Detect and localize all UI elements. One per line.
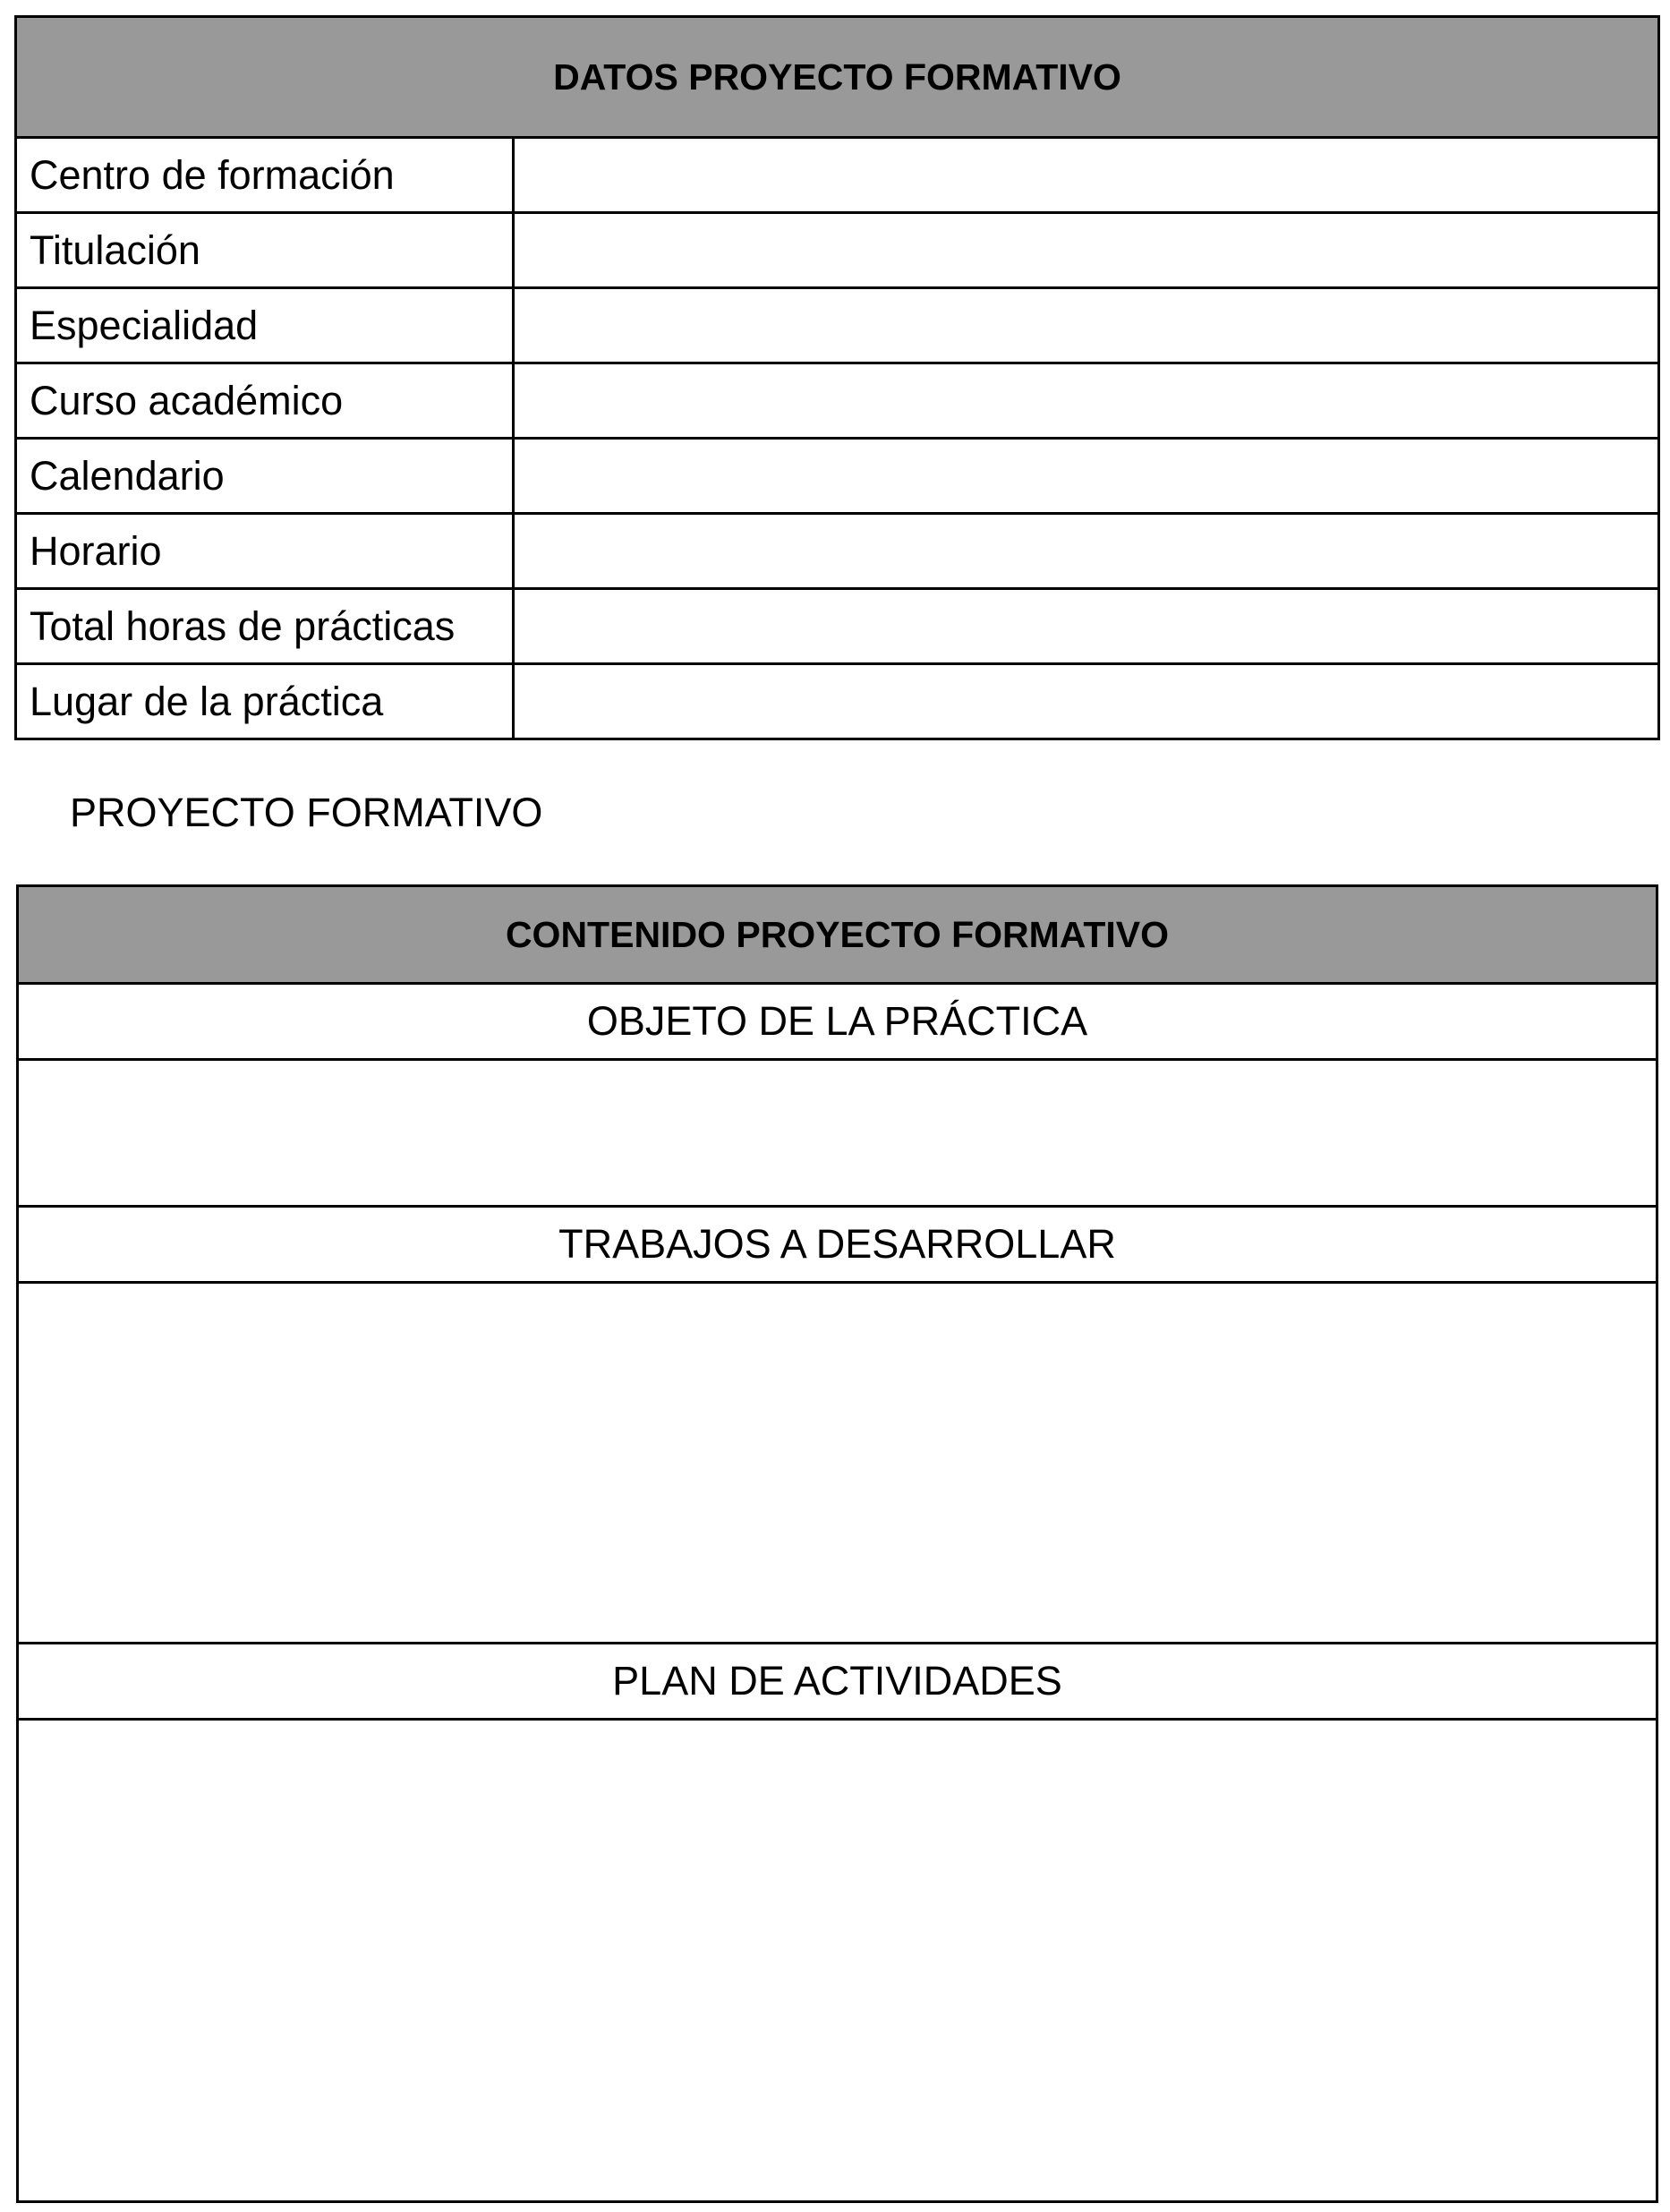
- row-label-horario: Horario: [16, 514, 514, 589]
- section-heading-row: [18, 984, 1657, 1060]
- value-cell-centro[interactable]: [514, 138, 1659, 213]
- row-label-titulacion: Titulación: [16, 213, 514, 288]
- contenido-proyecto-table: [16, 884, 1658, 2203]
- section-heading-objeto: OBJETO DE LA PRÁCTICA: [18, 984, 1657, 1060]
- section-content-row: [18, 1720, 1657, 2202]
- row-label-calendario: Calendario: [16, 439, 514, 514]
- table-row: [16, 213, 1659, 288]
- row-label-total-horas: Total horas de prácticas: [16, 589, 514, 664]
- content-area-trabajos[interactable]: [18, 1283, 1657, 1644]
- section-heading-trabajos: TRABAJOS A DESARROLLAR: [18, 1207, 1657, 1283]
- table-row: [16, 664, 1659, 739]
- contenido-header-row: [18, 886, 1657, 984]
- datos-proyecto-table: [14, 15, 1660, 740]
- table-row: [16, 439, 1659, 514]
- table-row: [16, 514, 1659, 589]
- row-label-centro: Centro de formación: [16, 138, 514, 213]
- section-heading-plan: PLAN DE ACTIVIDADES: [18, 1644, 1657, 1720]
- section-heading-row: [18, 1644, 1657, 1720]
- datos-table-title: DATOS PROYECTO FORMATIVO: [16, 17, 1659, 138]
- table-row: [16, 589, 1659, 664]
- value-cell-horario[interactable]: [514, 514, 1659, 589]
- value-cell-calendario[interactable]: [514, 439, 1659, 514]
- value-cell-especialidad[interactable]: [514, 288, 1659, 363]
- value-cell-lugar[interactable]: [514, 664, 1659, 739]
- row-label-lugar: Lugar de la práctica: [16, 664, 514, 739]
- content-area-objeto[interactable]: [18, 1060, 1657, 1207]
- contenido-table-title: CONTENIDO PROYECTO FORMATIVO: [18, 886, 1657, 984]
- row-label-especialidad: Especialidad: [16, 288, 514, 363]
- section-content-row: [18, 1283, 1657, 1644]
- table-row: [16, 138, 1659, 213]
- table-row: [16, 363, 1659, 439]
- value-cell-curso[interactable]: [514, 363, 1659, 439]
- section-content-row: [18, 1060, 1657, 1207]
- content-area-plan[interactable]: [18, 1720, 1657, 2202]
- row-label-curso: Curso académico: [16, 363, 514, 439]
- value-cell-total-horas[interactable]: [514, 589, 1659, 664]
- value-cell-titulacion[interactable]: [514, 213, 1659, 288]
- table-row: [16, 288, 1659, 363]
- section-label: PROYECTO FORMATIVO: [70, 790, 543, 835]
- datos-header-row: [16, 17, 1659, 138]
- section-heading-row: [18, 1207, 1657, 1283]
